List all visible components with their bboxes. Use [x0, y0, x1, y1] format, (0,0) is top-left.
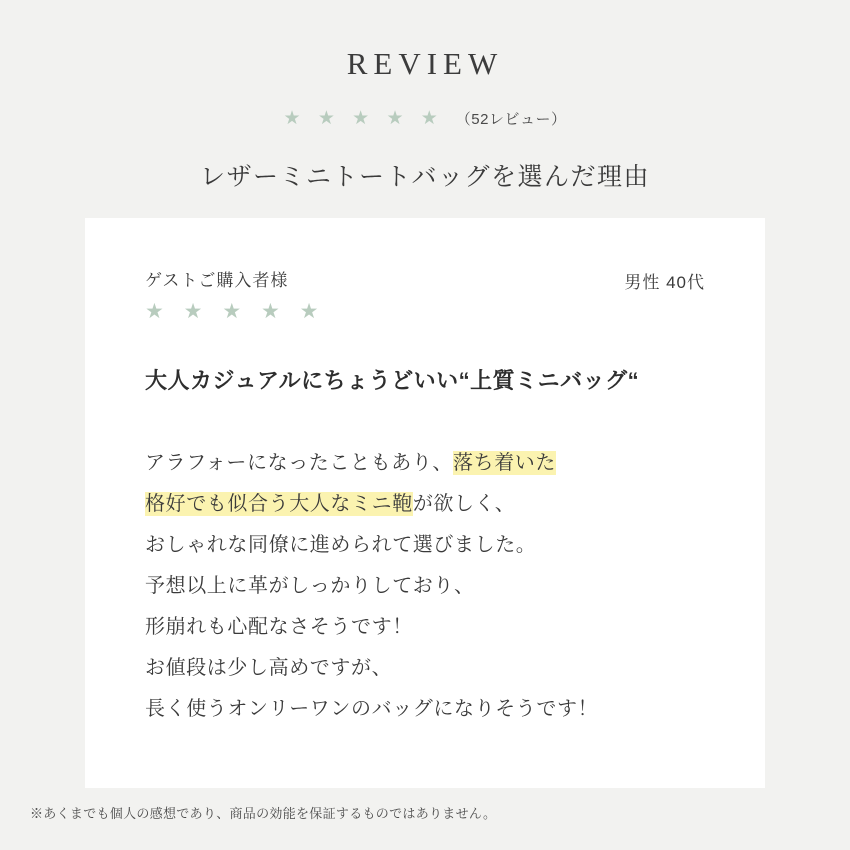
page-title: REVIEW [346, 46, 504, 81]
review-body [145, 443, 705, 730]
page-subheading: レザーミニトートバッグを選んだ理由 [199, 163, 650, 191]
review-body-line: 形崩れも心配なさそうです！ [145, 616, 413, 638]
review-body-line: 予想以上に革がしっかりしており、 [145, 575, 475, 597]
reviewer-block [145, 266, 325, 322]
review-card [85, 218, 765, 788]
star-rating-icon: ★ ★ ★ ★ ★ [283, 108, 444, 129]
review-text-segment: が欲しく、 [412, 493, 516, 515]
review-body-line [145, 443, 705, 484]
reviewer-demographics: 男性 40代 [624, 273, 705, 292]
review-body-line: おしゃれな同僚に進められて選びました。 [145, 534, 537, 556]
rating-summary [0, 108, 850, 129]
review-headline: 大人カジュアルにちょうどいい“上質ミニバッグ“ [145, 368, 640, 393]
review-body-line [145, 484, 705, 525]
review-body-line: お値段は少し高めですが、 [145, 657, 393, 679]
review-card-header [145, 266, 705, 322]
disclaimer-footnote: ※あくまでも個人の感想であり、商品の効能を保証するものではありません。 [30, 806, 497, 821]
review-body-line: 長く使うオンリーワンのバッグになりそうです！ [145, 698, 599, 720]
highlighted-text: 落ち着いた [453, 452, 556, 474]
review-count-label: （52レビュー） [455, 111, 567, 128]
review-star-rating-icon: ★ ★ ★ ★ ★ [145, 300, 326, 323]
highlighted-text: 格好でも似合う大人なミニ鞄 [145, 493, 413, 515]
reviewer-name: ゲストご購入者様 [145, 271, 289, 290]
review-text-segment: アラフォーになったこともあり、 [145, 452, 453, 474]
